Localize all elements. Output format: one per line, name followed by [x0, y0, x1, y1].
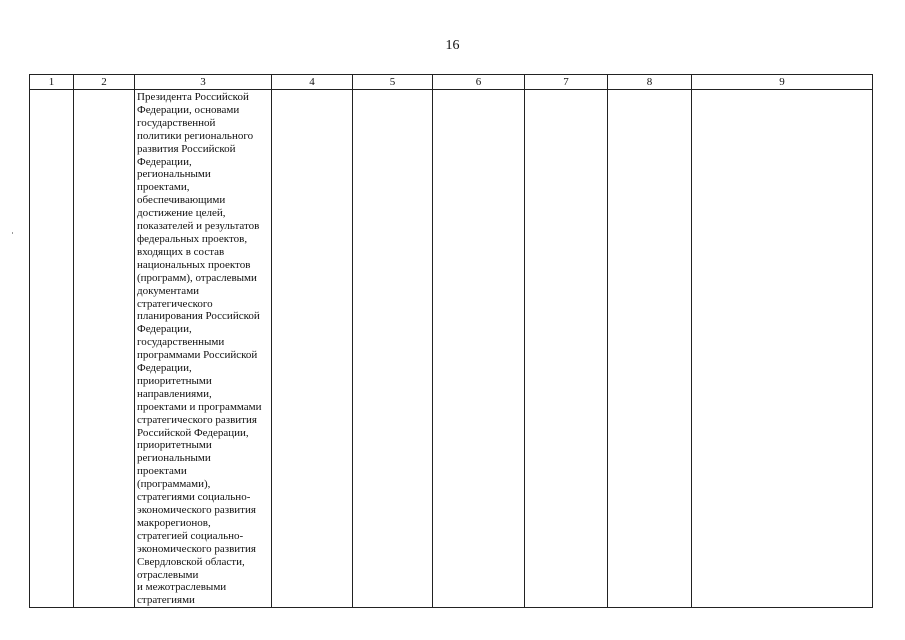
column-header-5: 5 — [353, 75, 433, 90]
scan-artifact — [12, 232, 13, 234]
table-cell-2 — [74, 90, 135, 608]
header-row — [30, 75, 873, 90]
document-table — [29, 74, 873, 608]
table-cell-4 — [272, 90, 353, 608]
table-cell-5 — [353, 90, 433, 608]
column-header-2: 2 — [74, 75, 135, 90]
column-header-4: 4 — [272, 75, 353, 90]
table-cell-1 — [30, 90, 74, 608]
column-header-9: 9 — [692, 75, 873, 90]
table-cell-3 — [135, 90, 272, 608]
column-header-7: 7 — [525, 75, 608, 90]
table-row — [30, 90, 873, 608]
table-cell-9 — [692, 90, 873, 608]
table-cell-6 — [433, 90, 525, 608]
page-number: 16 — [445, 38, 460, 53]
column-header-8: 8 — [608, 75, 692, 90]
column-header-3: 3 — [135, 75, 272, 90]
table-cell-8 — [608, 90, 692, 608]
strategic-documents-text: Президента Российской Федерации, основами государственной политики регионального развития Российской Федерации, региональными проектами, обеспечивающими достижение целей, показателей и результатов федеральных проектов, входящих в состав национальных проектов (программ), отраслевыми документами стратегического планирования Российской Федерации, государственными программами Российской Федерации, приоритетными направлениями, проектами и программами стратегического развития Российской Федерации, приоритетными региональными проектами (программами), стратегиями социально- экономического развития макрорегионов, стратегией социально- экономического развития Свердловской области, отраслевыми и межотраслевыми стратегиями — [137, 91, 262, 607]
column-header-6: 6 — [433, 75, 525, 90]
column-header-1: 1 — [30, 75, 74, 90]
table-cell-7 — [525, 90, 608, 608]
